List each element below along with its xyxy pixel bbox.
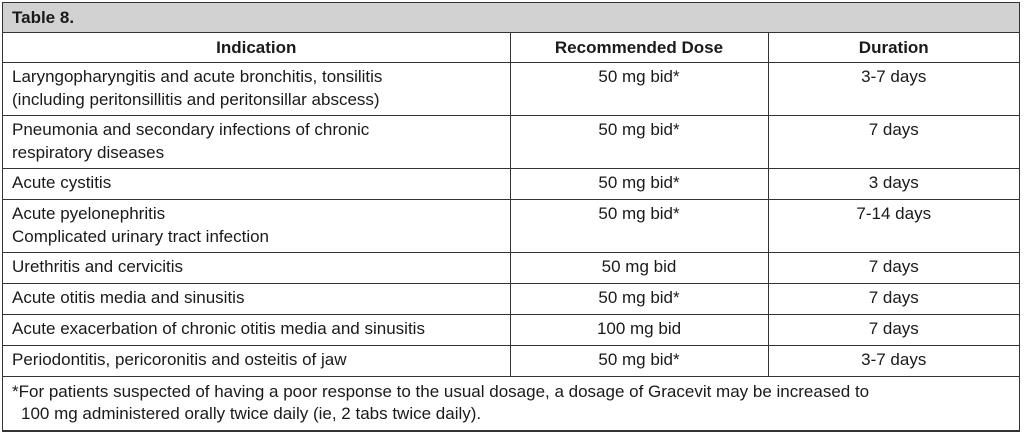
duration-cell: 7-14 days: [768, 200, 1019, 253]
duration-cell: 3-7 days: [768, 63, 1019, 116]
indication-line: (including peritonsillitis and peritonsillar abscess): [12, 90, 380, 109]
footnote-line-2: 100 mg administered orally twice daily (ie, 2 tabs twice daily).: [21, 404, 482, 423]
table-row: [3, 63, 1019, 116]
header-duration: Duration: [768, 33, 1019, 63]
table-row: [3, 116, 1019, 169]
duration-cell: 7 days: [768, 253, 1019, 284]
table-footnote: [3, 377, 1019, 431]
indication-line: Acute pyelonephritis: [12, 204, 166, 223]
table-row: [3, 315, 1019, 346]
dosage-table: [2, 2, 1020, 432]
dose-cell: 50 mg bid*: [510, 200, 768, 253]
table-row: [3, 346, 1019, 377]
duration-cell: 7 days: [768, 284, 1019, 315]
duration-cell: 3 days: [768, 169, 1019, 200]
table-title: Table 8.: [3, 3, 1019, 33]
indication-line: Acute exacerbation of chronic otitis media and sinusitis: [12, 319, 425, 338]
dose-cell: 50 mg bid*: [510, 63, 768, 116]
indication-line: Urethritis and cervicitis: [12, 257, 183, 276]
table-row: [3, 200, 1019, 253]
indication-cell: [3, 63, 510, 116]
dose-cell: 100 mg bid: [510, 315, 768, 346]
footnote-line-1: *For patients suspected of having a poor response to the usual dosage, a dosage of Gracevit may be increased to: [12, 382, 870, 401]
indication-line: Acute otitis media and sinusitis: [12, 288, 245, 307]
dose-cell: 50 mg bid*: [510, 169, 768, 200]
indication-cell: [3, 284, 510, 315]
indication-line: Laryngopharyngitis and acute bronchitis, tonsilitis: [12, 67, 383, 86]
indication-line: Periodontitis, pericoronitis and osteitis of jaw: [12, 350, 347, 369]
duration-cell: 3-7 days: [768, 346, 1019, 377]
indication-cell: [3, 169, 510, 200]
indication-line: respiratory diseases: [12, 143, 165, 162]
dosage-grid: [3, 33, 1019, 431]
table-row: [3, 284, 1019, 315]
table-row: [3, 169, 1019, 200]
duration-cell: 7 days: [768, 116, 1019, 169]
header-row: [3, 33, 1019, 63]
indication-line: Complicated urinary tract infection: [12, 227, 270, 246]
indication-cell: [3, 346, 510, 377]
duration-cell: 7 days: [768, 315, 1019, 346]
indication-cell: [3, 200, 510, 253]
header-indication: Indication: [3, 33, 510, 63]
indication-cell: [3, 315, 510, 346]
dose-cell: 50 mg bid*: [510, 284, 768, 315]
dose-cell: 50 mg bid*: [510, 346, 768, 377]
header-recommended-dose: Recommended Dose: [510, 33, 768, 63]
indication-cell: [3, 253, 510, 284]
dose-cell: 50 mg bid*: [510, 116, 768, 169]
indication-line: Acute cystitis: [12, 173, 112, 192]
indication-line: Pneumonia and secondary infections of chronic: [12, 120, 370, 139]
table-row: [3, 253, 1019, 284]
table-body: [3, 63, 1019, 377]
dose-cell: 50 mg bid: [510, 253, 768, 284]
indication-cell: [3, 116, 510, 169]
